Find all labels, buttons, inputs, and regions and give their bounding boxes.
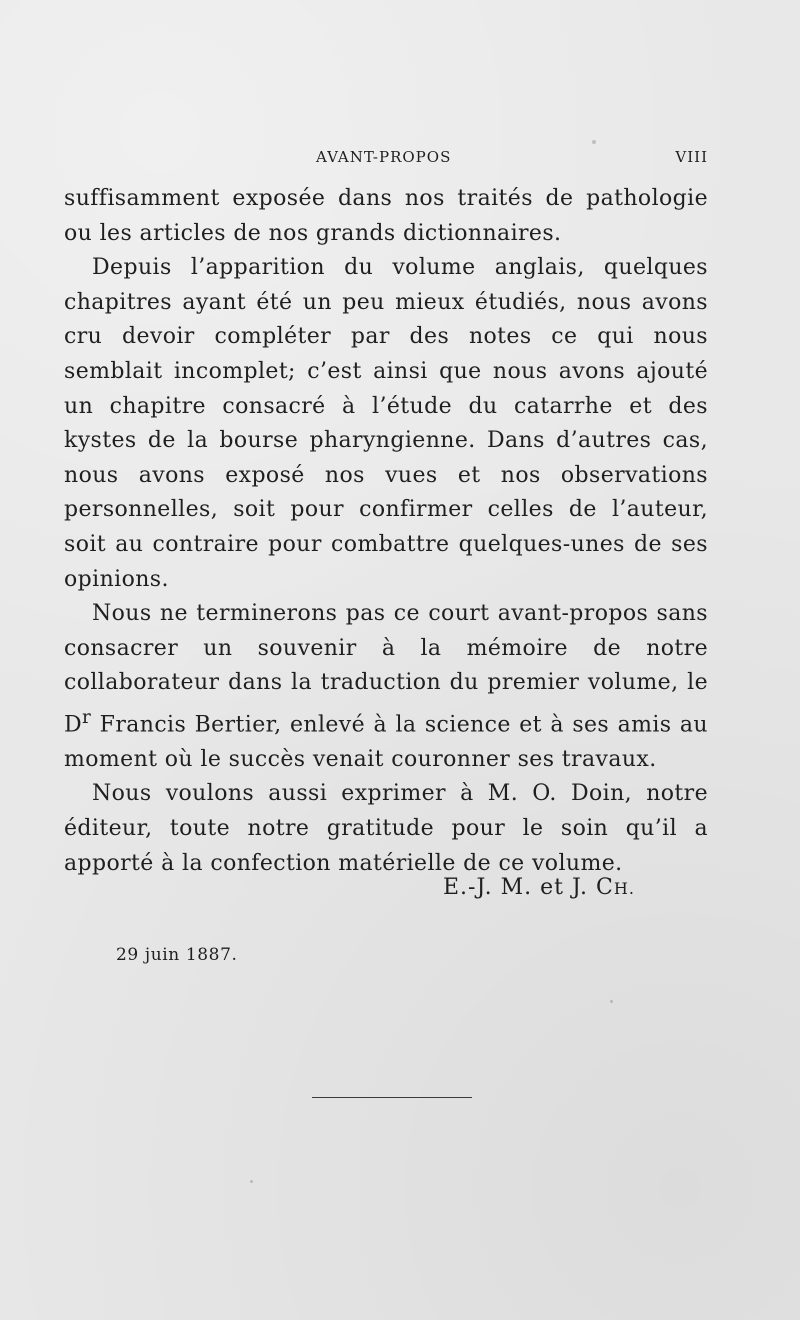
running-head: AVANT-PROPOS (316, 148, 452, 166)
paragraph-3-before: Nous ne terminerons pas ce court avant-propos sans consacrer un souvenir à la mémoire de notre collaborateur dans la traduction du premier volume, le D (64, 601, 708, 738)
body-text (64, 182, 708, 881)
signature-small-caps: H. (613, 879, 635, 898)
paper-speck (250, 1180, 253, 1183)
paper-speck (592, 140, 596, 144)
signature (443, 875, 703, 900)
paragraph-1: suffisamment exposée dans nos traités de pathologie ou les articles de nos grands dictionnaires. (64, 186, 708, 246)
superscript-r: r (82, 706, 92, 728)
page-header (64, 148, 708, 168)
paragraph-3 (64, 597, 708, 777)
paragraph-2: Depuis l’apparition du volume anglais, quelques chapitres ayant été un peu mieux étudiés, nous avons cru devoir compléter par des notes ce qui nous semblait incomplet; c’est ainsi que nous avons ajouté un chapitre consacré à l’étude du catarrhe et des kystes de la bourse pharyngienne. Dans d’autres cas, nous avons exposé nos vues et nos observations personnelles, soit pour confirmer celles de l’auteur, soit au contraire pour combattre quelques-unes de ses opinions. (64, 255, 708, 592)
paragraph-4: Nous voulons aussi exprimer à M. O. Doin, notre éditeur, toute notre gratitude pour le soin qu’il a apporté à la confection matérielle de ce volume. (64, 781, 708, 876)
page-number: VIII (675, 148, 708, 166)
paper-speck (610, 1000, 613, 1003)
signature-main: E.-J. M. et J. C (443, 875, 614, 900)
date-line: 29 juin 1887. (116, 945, 238, 965)
horizontal-rule (312, 1097, 472, 1098)
paragraph-3-after: Francis Bertier, enlevé à la science et à ses amis au moment où le succès venait couronner ses travaux. (64, 712, 708, 772)
